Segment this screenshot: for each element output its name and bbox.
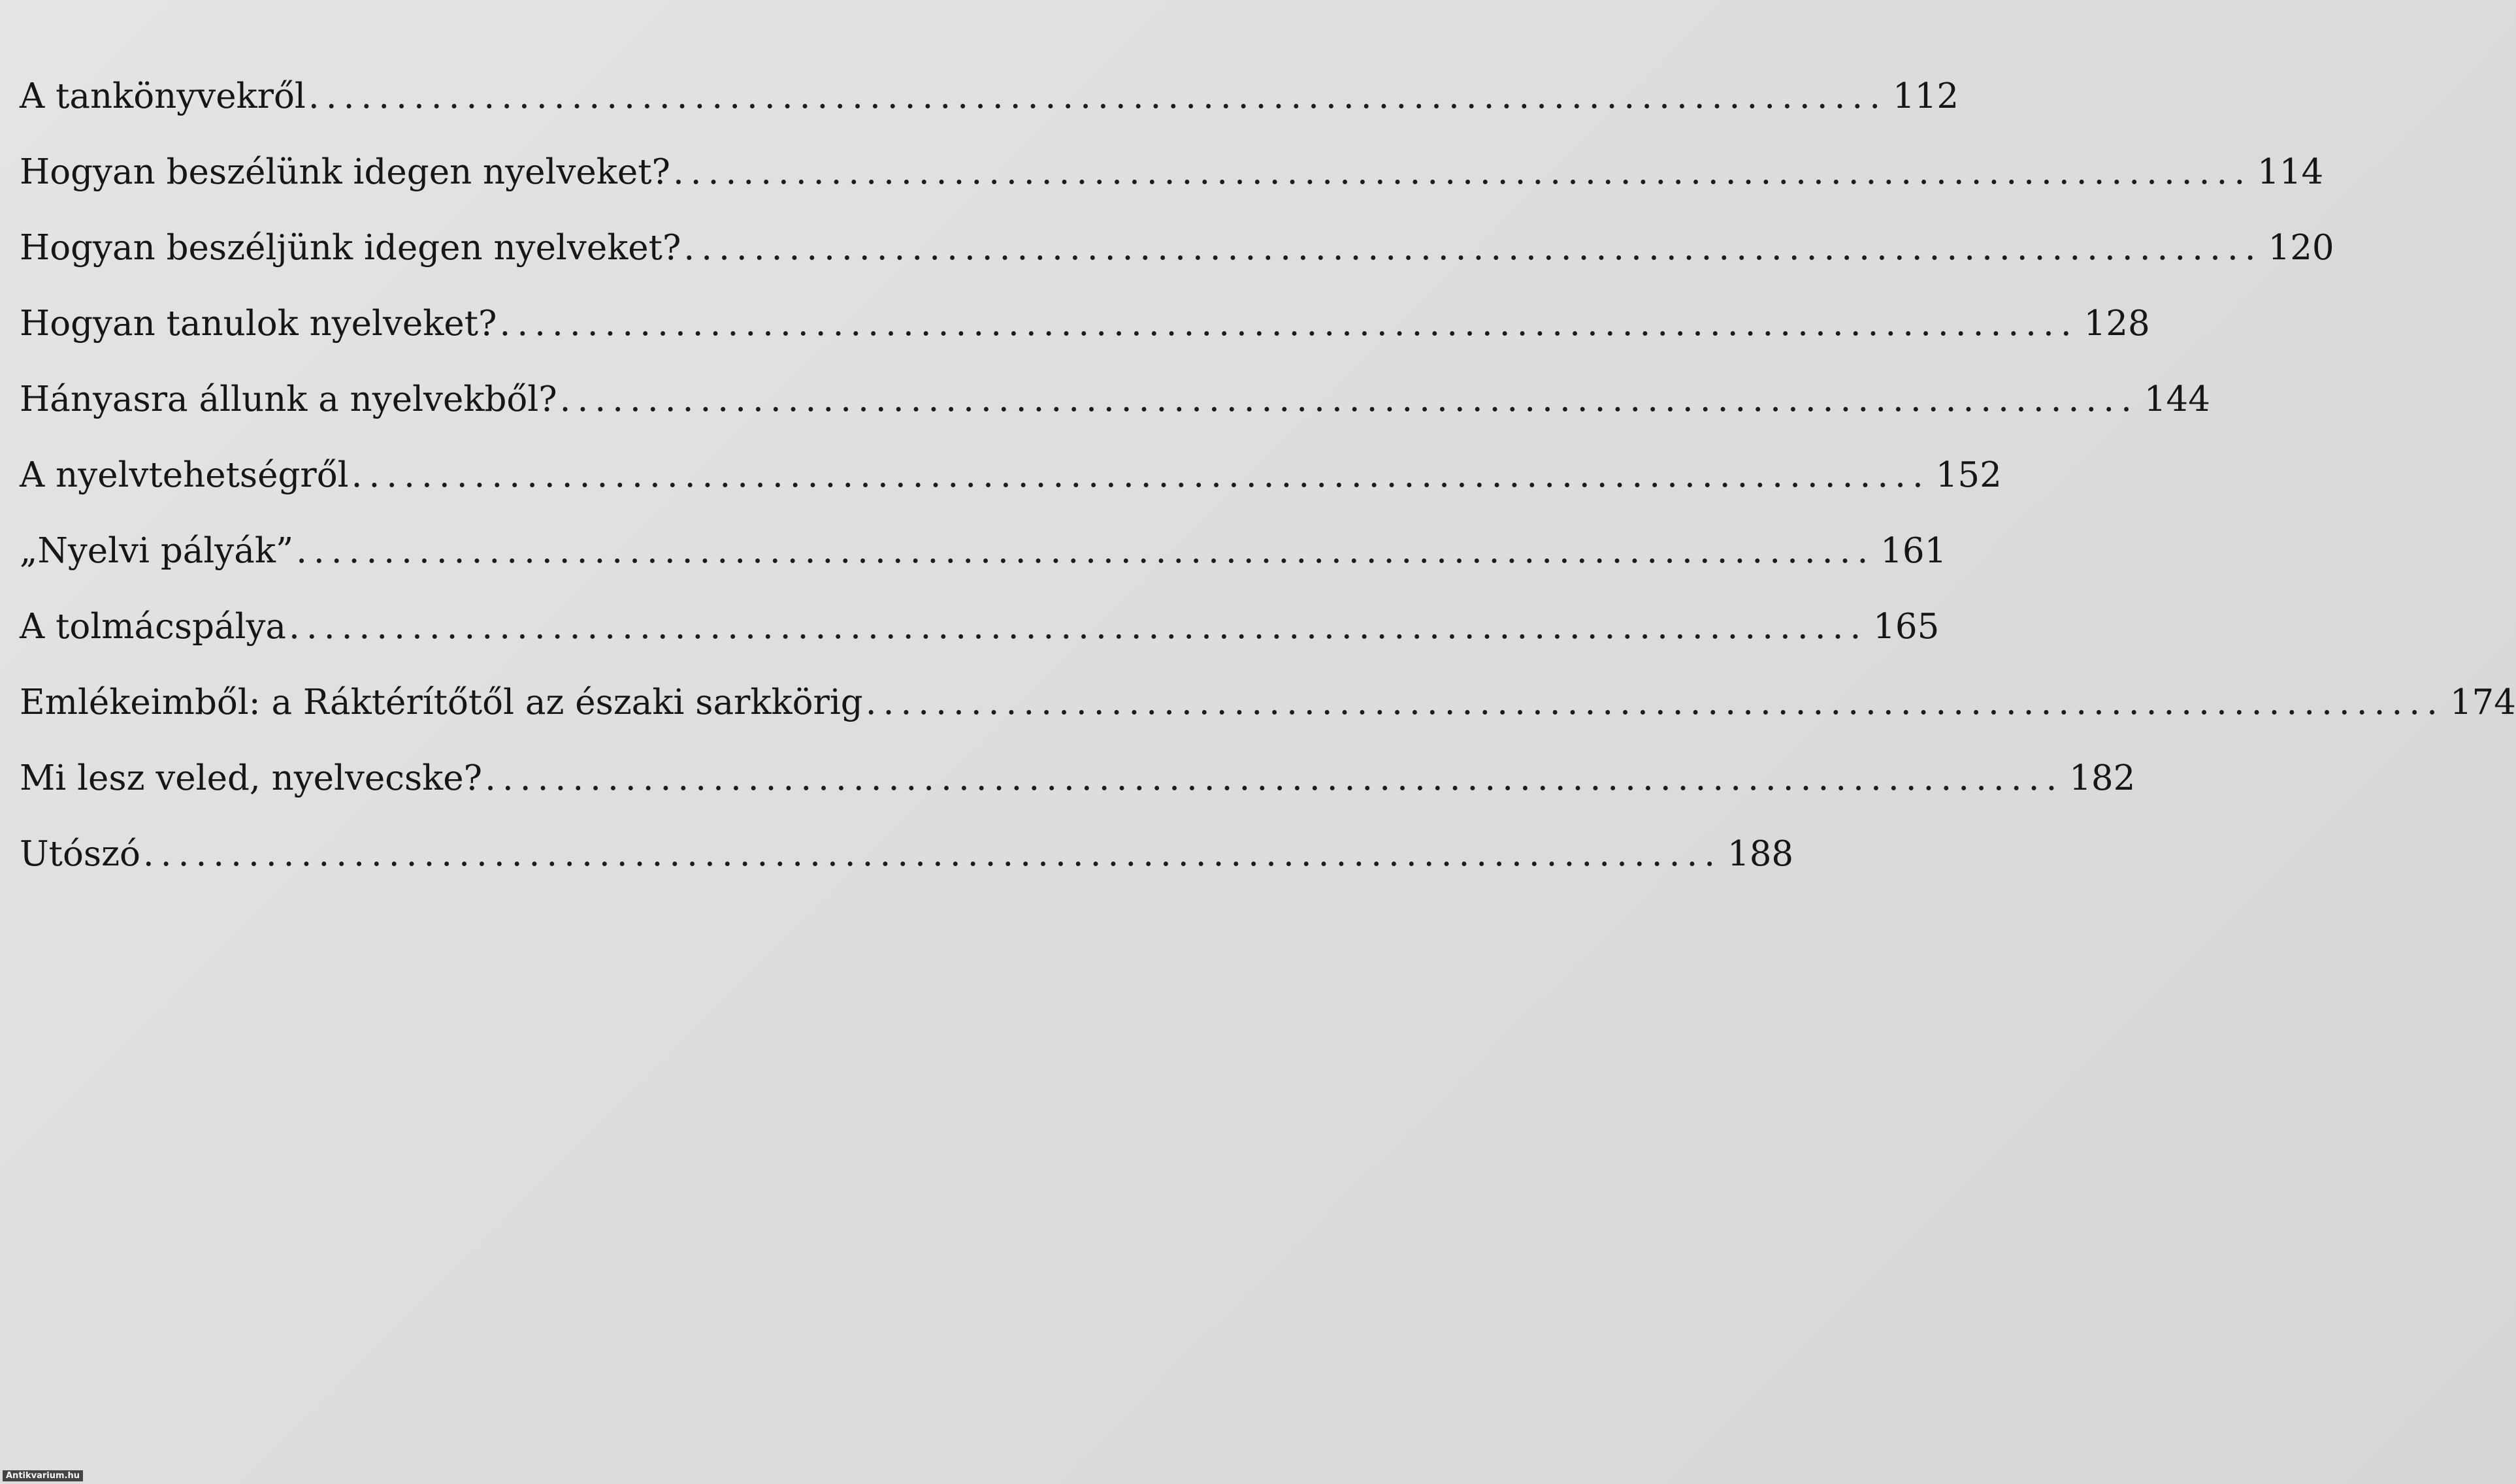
dot-leader: .......................................................................................... [672,152,2252,192]
toc-entry [20,59,1959,135]
toc-entry-title: Hányasra állunk a nyelvekből? [20,379,557,419]
toc-entry-page: 144 [2144,379,2210,419]
toc-entry [20,816,1794,892]
toc-entry-title: Hogyan tanulok nyelveket? [20,304,497,344]
dot-leader: .......................................................................................... [142,834,1722,874]
table-of-contents [20,59,2516,892]
toc-entry [20,513,1947,589]
toc-entry [20,286,2150,362]
toc-entry-page: 114 [2257,152,2324,192]
toc-entry-title: A tolmácspálya [20,607,287,647]
toc-entry-page: 174 [2449,683,2516,722]
toc-entry-title: Utószó [20,834,140,874]
dot-leader: .......................................................................................... [308,76,1887,116]
dot-leader: .......................................................................................... [499,304,2078,344]
watermark-label: Antikvarium.hu [3,1470,83,1481]
toc-entry [20,135,2324,210]
dot-leader: .......................................................................................... [296,531,1875,571]
toc-entry-page: 161 [1880,531,1947,571]
toc-entry-page: 152 [1935,455,2002,495]
toc-entry [20,210,2334,286]
toc-entry-page: 165 [1873,607,1940,647]
toc-entry-page: 128 [2083,304,2150,344]
toc-entry [20,665,2516,741]
toc-entry [20,589,1940,665]
toc-entry-page: 112 [1892,76,1959,116]
toc-entry-title: Emlékeimből: a Ráktérítőtől az északi sarkkörig [20,683,863,722]
dot-leader: .......................................................................................... [683,228,2263,268]
toc-entry [20,362,2210,438]
toc-entry-title: A nyelvtehetségről [20,455,349,495]
dot-leader: .......................................................................................... [289,607,1868,647]
toc-entry-title: Hogyan beszéljünk idegen nyelveket? [20,228,681,268]
toc-entry-title: „Nyelvi pályák” [20,531,294,571]
dot-leader: .......................................................................................... [351,455,1930,495]
toc-entry-page: 182 [2069,758,2136,798]
toc-entry-page: 188 [1727,834,1794,874]
toc-entry-title: Mi lesz veled, nyelvecske? [20,758,483,798]
toc-entry-page: 120 [2268,228,2334,268]
dot-leader: .......................................................................................... [865,683,2444,722]
toc-entry [20,438,2002,513]
dot-leader: .......................................................................................... [559,379,2138,419]
toc-entry [20,741,2136,816]
dot-leader: .......................................................................................... [485,758,2064,798]
toc-entry-title: Hogyan beszélünk idegen nyelveket? [20,152,670,192]
toc-entry-title: A tankönyvekről [20,76,306,116]
